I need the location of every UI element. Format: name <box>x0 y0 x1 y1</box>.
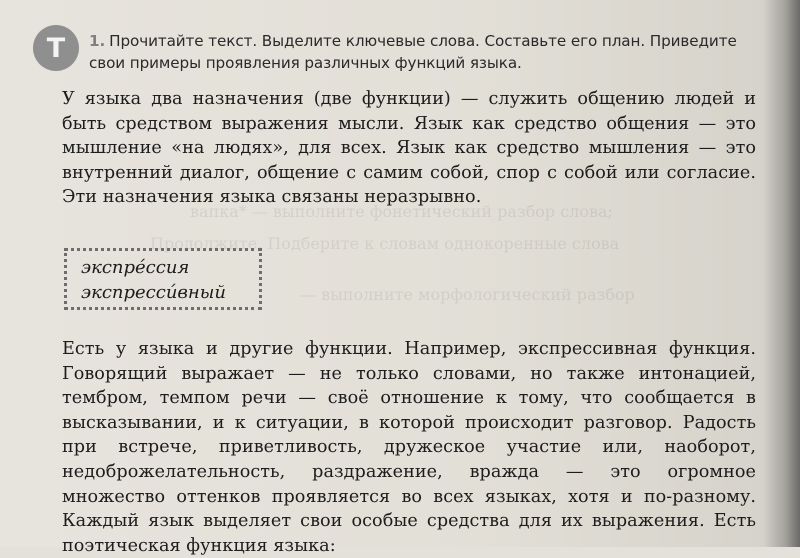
paragraph-2 <box>62 337 756 558</box>
show-through-text: — выполните морфологический разбор <box>300 285 635 304</box>
task-instruction <box>89 30 769 74</box>
paragraph-2-text: Есть у языка и другие функции. Например, экспрессивная функция. Говорящий выражает — не только словами, но также интонацией, тембром, темпом речи — своё отношение к тому, что сообщается в высказывании, и к ситуации, в которой происходит разговор. Радость при встрече, приветливость, дружеское участие или, наоборот, недоброжелательность, раздражение, вражда — это огромное множество оттенков проявляется во всех языках, хотя и по-разному. Каждый язык выделяет свои особые средства для их выражения. Есть поэтическая функция языка: <box>62 339 756 556</box>
section-badge <box>33 25 79 71</box>
paragraph-1-text: У языка два назначения (две функции) — служить общению людей и быть средством выражения мысли. Язык как средство общения — это мышление «на людях», для всех. Язык как средство мышления — это внутренний диалог, общение с самим собой, спор с собой или согласие. Эти назначения языка связаны неразрывно. <box>62 89 756 208</box>
page-edge-shadow <box>764 0 800 547</box>
vocabulary-box <box>64 248 262 310</box>
vocabulary-word-2: экспресси́вный <box>81 281 227 303</box>
show-through-text: вапка* — выполните фонетический разбор слова; <box>190 202 613 221</box>
paragraph-1 <box>62 87 756 210</box>
task-text: Прочитайте текст. Выделите ключевые слова. Составьте его план. Приведите свои примеры проявления различных функций языка. <box>89 32 737 72</box>
badge-letter: Т <box>46 32 66 64</box>
show-through-text: Продолжите. Подберите к словам однокоренные слова <box>150 234 620 253</box>
task-number: 1. <box>89 32 106 50</box>
vocabulary-word-1: экспре́ссия <box>81 257 190 278</box>
